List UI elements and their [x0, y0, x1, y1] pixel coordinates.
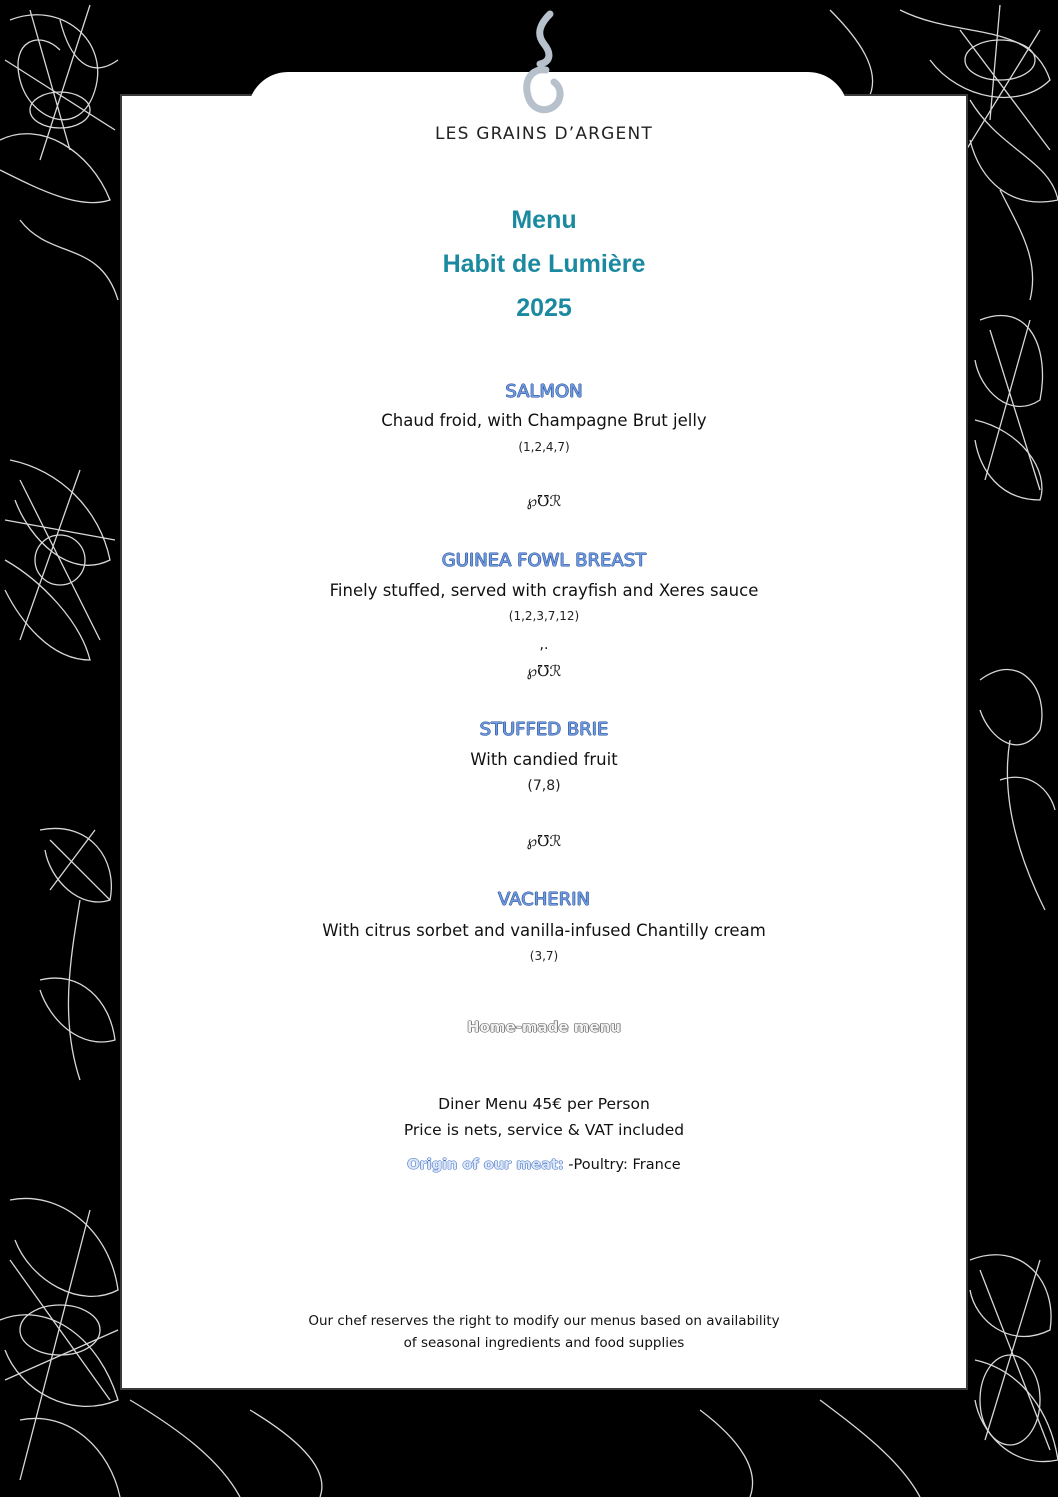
- ornament-divider: ℘℧ℛ: [526, 832, 562, 850]
- meat-origin-value: -Poultry: France: [563, 1157, 681, 1173]
- price-line: Diner Menu 45€ per Person: [438, 1095, 650, 1113]
- homemade-note: Home-made menu: [467, 1018, 621, 1036]
- menu-sheet: [122, 96, 966, 1388]
- disclaimer-line: of seasonal ingredients and food supplies: [403, 1335, 685, 1351]
- disclaimer-line: Our chef reserves the right to modify our menus based on availability: [308, 1313, 780, 1329]
- course-name: STUFFED BRIE: [479, 719, 609, 740]
- course-description: Chaud froid, with Champagne Brut jelly: [381, 411, 707, 430]
- course-allergens: (1,2,4,7): [518, 440, 570, 454]
- menu-title: Menu: [511, 206, 577, 234]
- course-name: VACHERIN: [498, 889, 590, 910]
- course-description: With citrus sorbet and vanilla-infused Chantilly cream: [322, 921, 766, 940]
- course-allergens: (1,2,3,7,12): [508, 609, 580, 623]
- price-conditions: Price is nets, service & VAT included: [403, 1121, 685, 1139]
- course-description: Finely stuffed, served with crayfish and Xeres sauce: [329, 581, 759, 600]
- chef-disclaimer: [122, 1310, 966, 1354]
- brand-name: LES GRAINS D’ARGENT: [434, 124, 653, 144]
- course-description: With candied fruit: [470, 750, 618, 769]
- meat-origin: [122, 1157, 966, 1173]
- course-name: GUINEA FOWL BREAST: [441, 550, 647, 571]
- ornament-divider: ℘℧ℛ: [526, 492, 562, 510]
- logo-g-icon: [510, 10, 570, 120]
- stray-punctuation: ,.: [539, 637, 549, 653]
- menu-year: 2025: [516, 294, 572, 322]
- ornament-divider: ℘℧ℛ: [526, 662, 562, 680]
- course-allergens: (3,7): [529, 949, 559, 963]
- meat-origin-label: Origin of our meat:: [407, 1157, 564, 1173]
- course-allergens: (7,8): [527, 778, 561, 794]
- menu-subtitle: Habit de Lumière: [442, 250, 646, 278]
- course-name: SALMON: [505, 381, 583, 402]
